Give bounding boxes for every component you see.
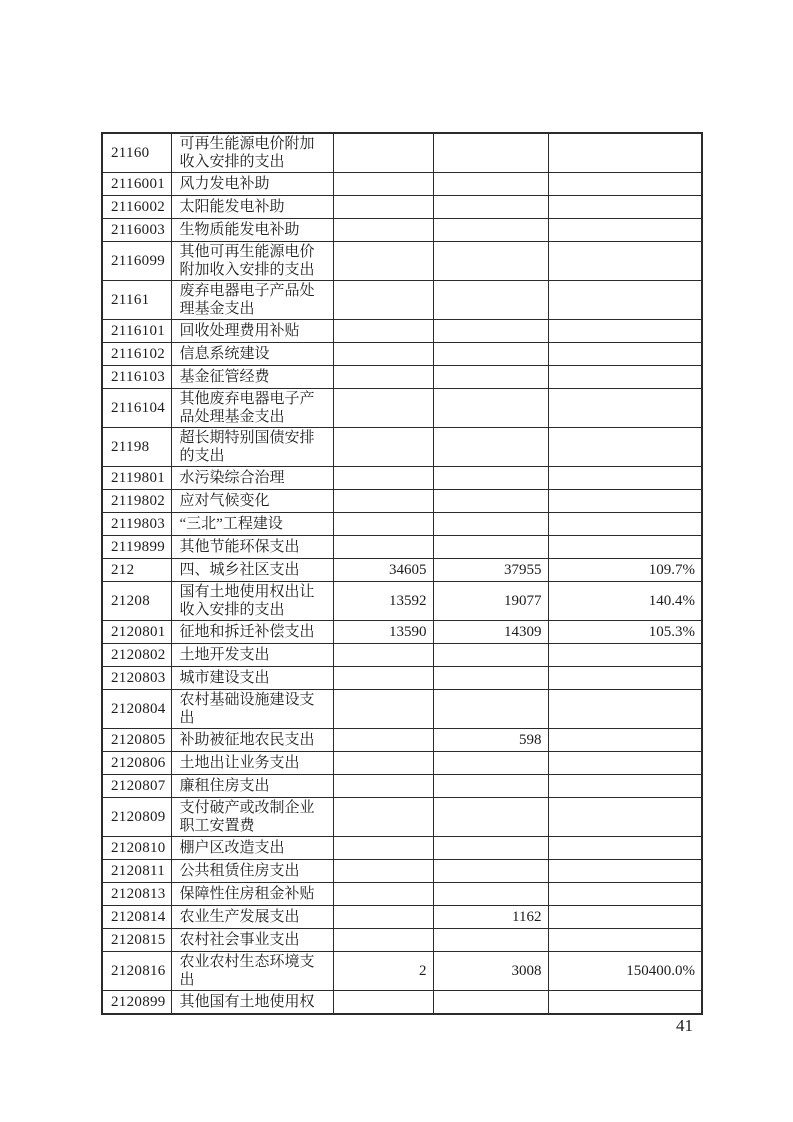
code-cell: 2116099: [102, 242, 171, 281]
actual-value-cell: [433, 860, 548, 883]
percentage-cell: [548, 883, 702, 906]
code-cell: 2116102: [102, 343, 171, 366]
percentage-cell: [548, 219, 702, 242]
percentage-cell: [548, 196, 702, 219]
description-cell: 农业生产发展支出: [171, 906, 333, 929]
description-cell: 其他废弃电器电子产品处理基金支出: [171, 389, 333, 428]
budget-value-cell: [333, 219, 433, 242]
table-row: [102, 242, 702, 281]
code-cell: 2120814: [102, 906, 171, 929]
code-cell: 2120899: [102, 991, 171, 1014]
description-cell: 水污染综合治理: [171, 467, 333, 490]
actual-value-cell: [433, 366, 548, 389]
table-row: [102, 929, 702, 952]
actual-value-cell: 14309: [433, 621, 548, 644]
code-cell: 2120809: [102, 798, 171, 837]
actual-value-cell: [433, 644, 548, 667]
actual-value-cell: [433, 281, 548, 320]
budget-value-cell: [333, 837, 433, 860]
code-cell: 21208: [102, 582, 171, 621]
actual-value-cell: [433, 690, 548, 729]
description-cell: 太阳能发电补助: [171, 196, 333, 219]
percentage-cell: [548, 490, 702, 513]
table-row: [102, 752, 702, 775]
actual-value-cell: [433, 173, 548, 196]
description-cell: “三北”工程建设: [171, 513, 333, 536]
budget-value-cell: [333, 644, 433, 667]
budget-value-cell: [333, 906, 433, 929]
budget-value-cell: [333, 428, 433, 467]
table-row: [102, 133, 702, 173]
table-row: [102, 883, 702, 906]
description-cell: 国有土地使用权出让收入安排的支出: [171, 582, 333, 621]
description-cell: 土地出让业务支出: [171, 752, 333, 775]
description-cell: 棚户区改造支出: [171, 837, 333, 860]
description-cell: 农村社会事业支出: [171, 929, 333, 952]
percentage-cell: [548, 798, 702, 837]
table-row: [102, 798, 702, 837]
actual-value-cell: 3008: [433, 952, 548, 991]
code-cell: 2116001: [102, 173, 171, 196]
description-cell: 其他可再生能源电价附加收入安排的支出: [171, 242, 333, 281]
code-cell: 212: [102, 559, 171, 582]
code-cell: 21160: [102, 133, 171, 173]
table-row: [102, 389, 702, 428]
actual-value-cell: [433, 536, 548, 559]
budget-value-cell: [333, 467, 433, 490]
actual-value-cell: [433, 667, 548, 690]
description-cell: 城市建设支出: [171, 667, 333, 690]
actual-value-cell: 37955: [433, 559, 548, 582]
percentage-cell: [548, 467, 702, 490]
budget-value-cell: [333, 173, 433, 196]
percentage-cell: [548, 320, 702, 343]
table-row: [102, 513, 702, 536]
table-row: [102, 320, 702, 343]
actual-value-cell: [433, 467, 548, 490]
percentage-cell: [548, 536, 702, 559]
percentage-cell: [548, 690, 702, 729]
actual-value-cell: [433, 320, 548, 343]
budget-table-body: [102, 133, 702, 1014]
table-row: [102, 667, 702, 690]
actual-value-cell: [433, 752, 548, 775]
percentage-cell: [548, 343, 702, 366]
percentage-cell: [548, 775, 702, 798]
table-row: [102, 196, 702, 219]
table-row: [102, 690, 702, 729]
actual-value-cell: 1162: [433, 906, 548, 929]
percentage-cell: 105.3%: [548, 621, 702, 644]
percentage-cell: [548, 281, 702, 320]
percentage-cell: [548, 173, 702, 196]
code-cell: 2119803: [102, 513, 171, 536]
code-cell: 2120806: [102, 752, 171, 775]
description-cell: 保障性住房租金补贴: [171, 883, 333, 906]
percentage-cell: [548, 667, 702, 690]
description-cell: 四、城乡社区支出: [171, 559, 333, 582]
table-row: [102, 559, 702, 582]
budget-value-cell: [333, 690, 433, 729]
budget-value-cell: [333, 883, 433, 906]
actual-value-cell: [433, 513, 548, 536]
budget-value-cell: [333, 536, 433, 559]
code-cell: 2116002: [102, 196, 171, 219]
percentage-cell: [548, 513, 702, 536]
percentage-cell: [548, 133, 702, 173]
budget-value-cell: [333, 729, 433, 752]
percentage-cell: [548, 752, 702, 775]
code-cell: 2120802: [102, 644, 171, 667]
description-cell: 土地开发支出: [171, 644, 333, 667]
budget-table: [101, 132, 703, 1015]
percentage-cell: [548, 906, 702, 929]
code-cell: 2120805: [102, 729, 171, 752]
table-row: [102, 467, 702, 490]
budget-value-cell: [333, 667, 433, 690]
budget-value-cell: 13592: [333, 582, 433, 621]
budget-value-cell: [333, 281, 433, 320]
code-cell: 2120807: [102, 775, 171, 798]
budget-value-cell: 2: [333, 952, 433, 991]
code-cell: 2120816: [102, 952, 171, 991]
description-cell: 征地和拆迁补偿支出: [171, 621, 333, 644]
description-cell: 风力发电补助: [171, 173, 333, 196]
table-row: [102, 428, 702, 467]
actual-value-cell: [433, 798, 548, 837]
percentage-cell: [548, 860, 702, 883]
code-cell: 2116101: [102, 320, 171, 343]
code-cell: 2120804: [102, 690, 171, 729]
table-row: [102, 281, 702, 320]
description-cell: 信息系统建设: [171, 343, 333, 366]
table-row: [102, 582, 702, 621]
percentage-cell: [548, 729, 702, 752]
budget-value-cell: [333, 991, 433, 1014]
table-row: [102, 219, 702, 242]
percentage-cell: 140.4%: [548, 582, 702, 621]
budget-value-cell: [333, 366, 433, 389]
code-cell: 2116103: [102, 366, 171, 389]
code-cell: 2120815: [102, 929, 171, 952]
description-cell: 回收处理费用补贴: [171, 320, 333, 343]
code-cell: 2116104: [102, 389, 171, 428]
description-cell: 其他节能环保支出: [171, 536, 333, 559]
table-row: [102, 860, 702, 883]
table-row: [102, 906, 702, 929]
budget-value-cell: 13590: [333, 621, 433, 644]
budget-value-cell: [333, 389, 433, 428]
budget-value-cell: [333, 343, 433, 366]
description-cell: 应对气候变化: [171, 490, 333, 513]
percentage-cell: 150400.0%: [548, 952, 702, 991]
code-cell: 2120810: [102, 837, 171, 860]
code-cell: 2120813: [102, 883, 171, 906]
description-cell: 超长期特别国债安排的支出: [171, 428, 333, 467]
actual-value-cell: [433, 242, 548, 281]
code-cell: 2116003: [102, 219, 171, 242]
actual-value-cell: [433, 929, 548, 952]
percentage-cell: 109.7%: [548, 559, 702, 582]
percentage-cell: [548, 366, 702, 389]
table-row: [102, 536, 702, 559]
table-row: [102, 173, 702, 196]
budget-value-cell: [333, 320, 433, 343]
actual-value-cell: [433, 490, 548, 513]
actual-value-cell: [433, 883, 548, 906]
description-cell: 可再生能源电价附加收入安排的支出: [171, 133, 333, 173]
actual-value-cell: [433, 837, 548, 860]
actual-value-cell: [433, 389, 548, 428]
percentage-cell: [548, 837, 702, 860]
table-row: [102, 729, 702, 752]
actual-value-cell: [433, 219, 548, 242]
table-row: [102, 775, 702, 798]
code-cell: 2120803: [102, 667, 171, 690]
budget-value-cell: [333, 775, 433, 798]
budget-value-cell: [333, 490, 433, 513]
table-row: [102, 490, 702, 513]
actual-value-cell: [433, 991, 548, 1014]
actual-value-cell: [433, 133, 548, 173]
code-cell: 2119899: [102, 536, 171, 559]
actual-value-cell: 598: [433, 729, 548, 752]
description-cell: 农业农村生态环境支出: [171, 952, 333, 991]
code-cell: 21198: [102, 428, 171, 467]
table-row: [102, 837, 702, 860]
percentage-cell: [548, 242, 702, 281]
description-cell: 支付破产或改制企业职工安置费: [171, 798, 333, 837]
table-row: [102, 644, 702, 667]
percentage-cell: [548, 991, 702, 1014]
budget-value-cell: [333, 860, 433, 883]
code-cell: 2119802: [102, 490, 171, 513]
page-number: 41: [676, 1016, 693, 1035]
percentage-cell: [548, 389, 702, 428]
description-cell: 废弃电器电子产品处理基金支出: [171, 281, 333, 320]
budget-value-cell: [333, 513, 433, 536]
percentage-cell: [548, 929, 702, 952]
budget-value-cell: [333, 242, 433, 281]
description-cell: 补助被征地农民支出: [171, 729, 333, 752]
percentage-cell: [548, 428, 702, 467]
actual-value-cell: [433, 775, 548, 798]
actual-value-cell: [433, 428, 548, 467]
table-row: [102, 621, 702, 644]
code-cell: 2120801: [102, 621, 171, 644]
actual-value-cell: [433, 343, 548, 366]
description-cell: 其他国有土地使用权: [171, 991, 333, 1014]
budget-value-cell: [333, 752, 433, 775]
code-cell: 2120811: [102, 860, 171, 883]
budget-value-cell: [333, 798, 433, 837]
table-row: [102, 366, 702, 389]
code-cell: 21161: [102, 281, 171, 320]
percentage-cell: [548, 644, 702, 667]
description-cell: 廉租住房支出: [171, 775, 333, 798]
budget-value-cell: [333, 133, 433, 173]
description-cell: 公共租赁住房支出: [171, 860, 333, 883]
table-row: [102, 952, 702, 991]
code-cell: 2119801: [102, 467, 171, 490]
description-cell: 基金征管经费: [171, 366, 333, 389]
budget-value-cell: [333, 929, 433, 952]
actual-value-cell: [433, 196, 548, 219]
description-cell: 生物质能发电补助: [171, 219, 333, 242]
table-row: [102, 991, 702, 1014]
actual-value-cell: 19077: [433, 582, 548, 621]
table-row: [102, 343, 702, 366]
budget-value-cell: [333, 196, 433, 219]
description-cell: 农村基础设施建设支出: [171, 690, 333, 729]
budget-value-cell: 34605: [333, 559, 433, 582]
